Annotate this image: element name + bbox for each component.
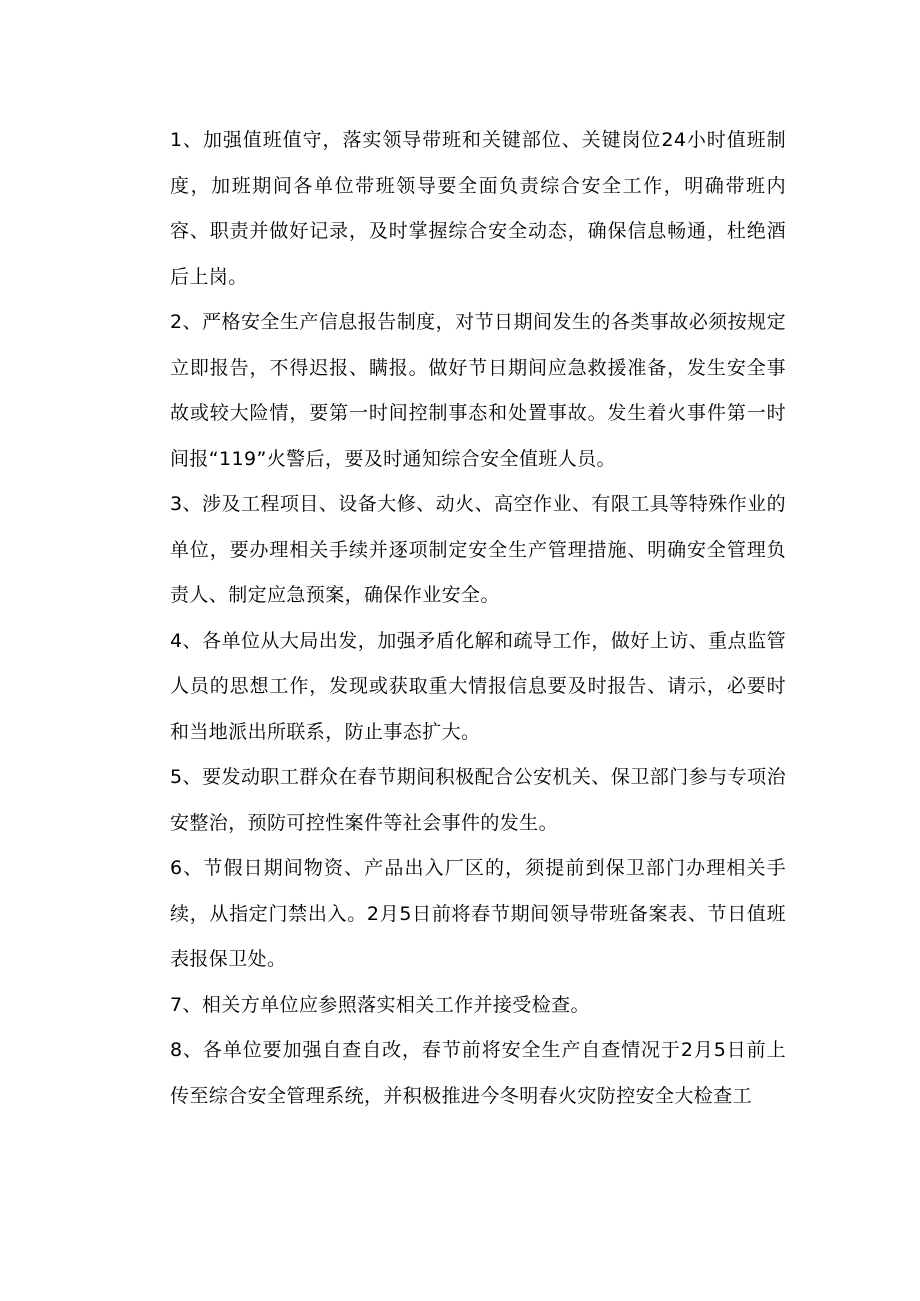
paragraph-8: 8、各单位要加强自查自改，春节前将安全生产自查情况于2月5日前上传至综合安全管理系统，并积极推进今冬明春火灾防控安全大检查工 — [170, 1039, 786, 1107]
paragraph-2: 2、严格安全生产信息报告制度，对节日期间发生的各类事故必须按规定立即报告，不得迟报、瞒报。做好节日期间应急救援准备，发生安全事故或较大险情，要第一时间控制事态和处置事故。发生着火事件第一时间报“119”火警后，要及时通知综合安全值班人员。 — [170, 311, 786, 470]
paragraph-7: 7、相关方单位应参照落实相关工作并接受检查。 — [170, 993, 590, 1016]
paragraph-5: 5、要发动职工群众在春节期间积极配合公安机关、保卫部门参与专项治安整治，预防可控性案件等社会事件的发生。 — [170, 766, 786, 834]
paragraph-3: 3、涉及工程项目、设备大修、动火、高空作业、有限工具等特殊作业的单位，要办理相关手续并逐项制定安全生产管理措施、明确安全管理负责人、制定应急预案，确保作业安全。 — [170, 493, 786, 606]
paragraph-6: 6、节假日期间物资、产品出入厂区的，须提前到保卫部门办理相关手续，从指定门禁出入。2月5日前将春节期间领导带班备案表、节日值班表报保卫处。 — [170, 857, 786, 970]
paragraph-4: 4、各单位从大局出发，加强矛盾化解和疏导工作，做好上访、重点监管人员的思想工作，发现或获取重大情报信息要及时报告、请示，必要时和当地派出所联系，防止事态扩大。 — [170, 629, 786, 743]
document-body — [170, 118, 786, 1119]
paragraph-1: 1、加强值班值守，落实领导带班和关键部位、关键岗位24小时值班制度，加班期间各单位带班领导要全面负责综合安全工作，明确带班内容、职责并做好记录，及时掌握综合安全动态，确保信息畅通，杜绝酒后上岗。 — [170, 129, 786, 288]
